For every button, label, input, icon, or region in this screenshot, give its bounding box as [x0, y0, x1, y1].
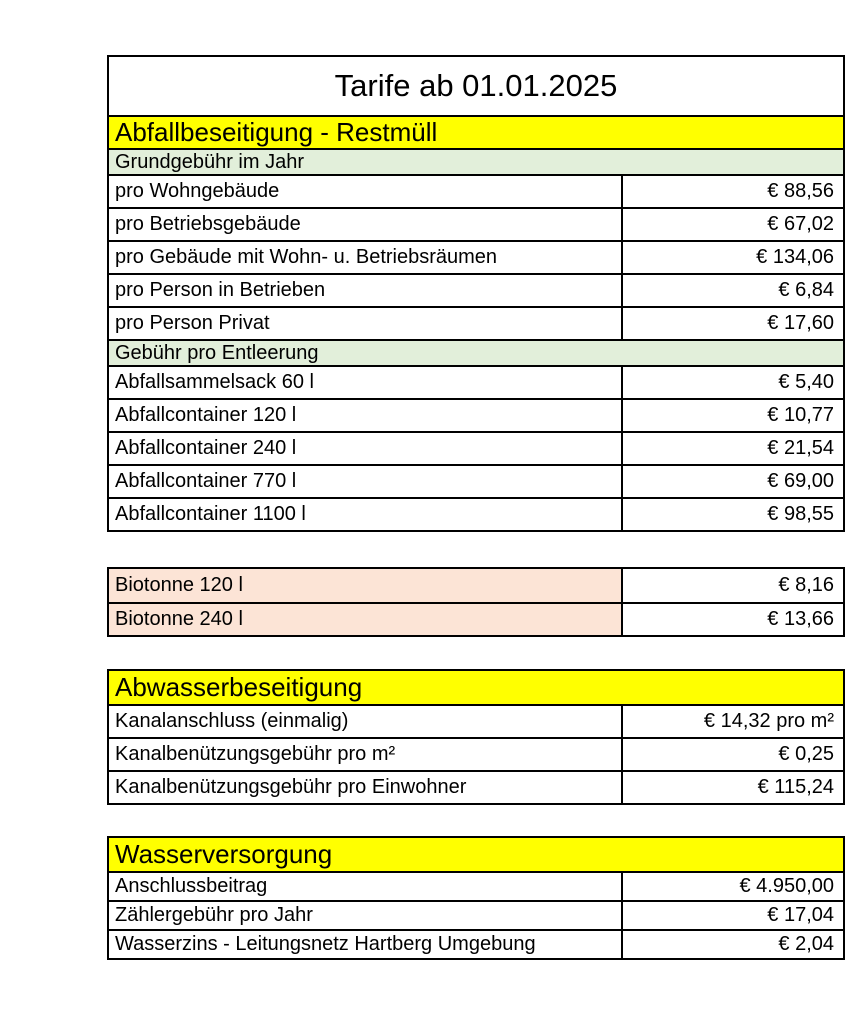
row-label: Biotonne 240 l: [109, 604, 623, 635]
table-row: [109, 929, 843, 958]
row-label: Anschlussbeitrag: [109, 873, 623, 900]
table-row: [109, 900, 843, 929]
row-value: € 5,40: [778, 371, 834, 393]
table-row: [109, 602, 843, 635]
section-header-abfallbeseitigung: [109, 115, 843, 148]
table-biotonne: [107, 567, 845, 637]
table-row: [109, 704, 843, 737]
row-value: € 4.950,00: [739, 875, 834, 897]
section-header-label: Abfallbeseitigung - Restmüll: [115, 117, 438, 147]
row-value: € 134,06: [756, 246, 834, 268]
section-header-label: Abwasserbeseitigung: [115, 672, 363, 702]
row-label: Abfallcontainer 120 l: [109, 400, 623, 431]
table-row: [109, 273, 843, 306]
table-row: [109, 398, 843, 431]
row-label: Abfallcontainer 1100 l: [109, 499, 623, 530]
row-value: € 17,04: [767, 904, 834, 926]
subheader-label: Grundgebühr im Jahr: [115, 150, 304, 173]
row-label: Abfallcontainer 770 l: [109, 466, 623, 497]
row-value: € 8,16: [778, 574, 834, 596]
table-row: [109, 306, 843, 339]
row-value: € 6,84: [778, 279, 834, 301]
row-value: € 17,60: [767, 312, 834, 334]
subheader-grundgebuehr: [109, 148, 843, 174]
row-value: € 67,02: [767, 213, 834, 235]
row-value: € 0,25: [778, 743, 834, 765]
table-row: [109, 569, 843, 602]
table-wasserversorgung: [107, 836, 845, 960]
row-value: € 69,00: [767, 470, 834, 492]
row-value: € 115,24: [757, 776, 834, 798]
row-label: pro Betriebsgebäude: [109, 209, 623, 240]
row-label: Wasserzins - Leitungsnetz Hartberg Umgebung: [109, 931, 623, 958]
row-label: Biotonne 120 l: [109, 569, 623, 602]
table-row: [109, 365, 843, 398]
row-label: Zählergebühr pro Jahr: [109, 902, 623, 929]
row-label: Abfallsammelsack 60 l: [109, 367, 623, 398]
row-value: € 13,66: [767, 608, 834, 630]
table-abwasserbeseitigung: [107, 669, 845, 805]
section-header-abwasserbeseitigung: [109, 671, 843, 704]
row-value: € 88,56: [767, 180, 834, 202]
subheader-label: Gebühr pro Entleerung: [115, 341, 319, 364]
table-row: [109, 770, 843, 803]
row-label: pro Person in Betrieben: [109, 275, 623, 306]
row-label: pro Wohngebäude: [109, 176, 623, 207]
table-row: [109, 497, 843, 530]
table-row: [109, 174, 843, 207]
row-value: € 14,32 pro m²: [703, 710, 834, 732]
row-value: € 2,04: [778, 933, 834, 955]
row-value: € 98,55: [767, 503, 834, 525]
row-value: € 21,54: [767, 437, 834, 459]
row-value: € 10,77: [767, 404, 834, 426]
row-label: pro Gebäude mit Wohn- u. Betriebsräumen: [109, 242, 623, 273]
table-row: [109, 431, 843, 464]
table-row: [109, 737, 843, 770]
table-row: [109, 207, 843, 240]
section-header-label: Wasserversorgung: [115, 839, 333, 869]
section-header-wasserversorgung: [109, 838, 843, 871]
page-title: [109, 57, 843, 115]
subheader-entleerung: [109, 339, 843, 365]
row-label: Kanalanschluss (einmalig): [109, 706, 623, 737]
row-label: pro Person Privat: [109, 308, 623, 339]
page-title-text: Tarife ab 01.01.2025: [334, 68, 618, 103]
row-label: Abfallcontainer 240 l: [109, 433, 623, 464]
table-row: [109, 871, 843, 900]
table-row: [109, 464, 843, 497]
row-label: Kanalbenützungsgebühr pro Einwohner: [109, 772, 623, 803]
row-label: Kanalbenützungsgebühr pro m²: [109, 739, 623, 770]
table-abfallbeseitigung: [107, 55, 845, 532]
table-row: [109, 240, 843, 273]
tariff-sheet: [107, 55, 845, 960]
